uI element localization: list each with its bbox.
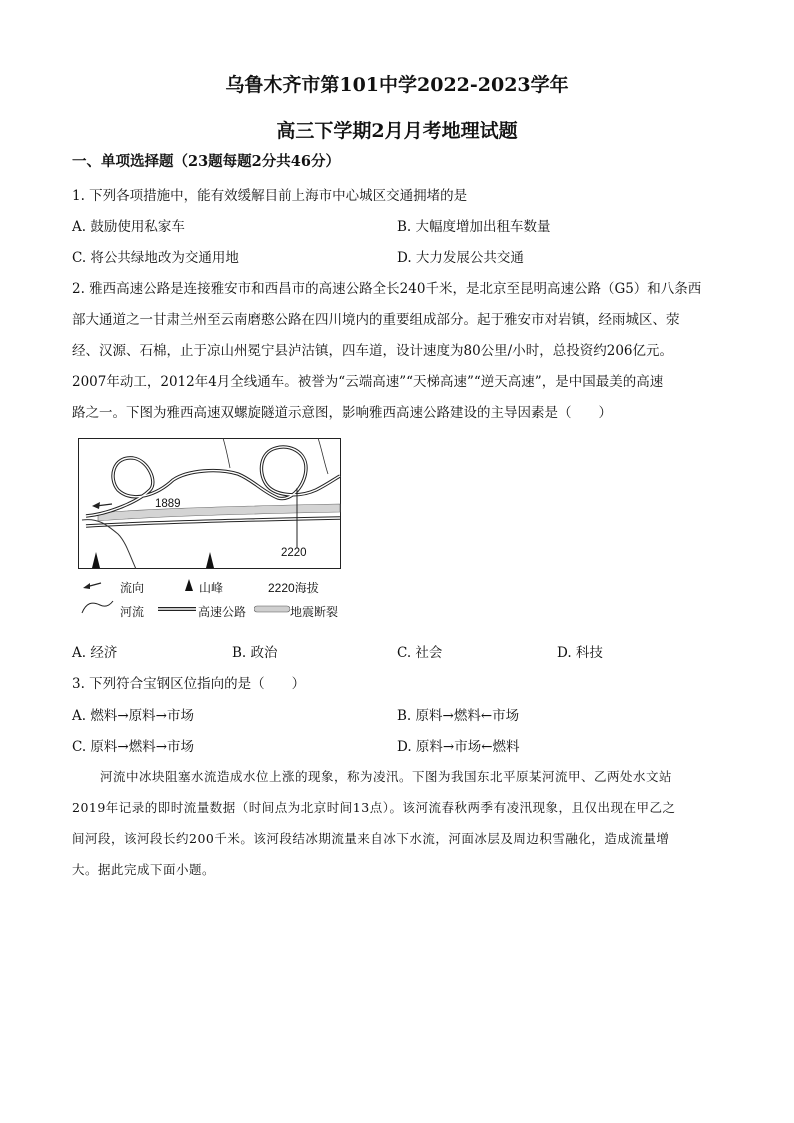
q1-option-c: C. 将公共绿地改为交通用地 bbox=[72, 250, 239, 266]
legend-fault: 地震断裂 bbox=[290, 605, 339, 619]
fault-icon bbox=[254, 605, 290, 613]
legend-highway: 高速公路 bbox=[198, 605, 247, 619]
river-icon bbox=[80, 599, 114, 615]
legend-flow: 流向 bbox=[120, 581, 145, 595]
exam-title-line1: 乌鲁木齐市第101中学2022-2023学年 bbox=[225, 74, 569, 96]
q2-line-1: 2. 雅西高速公路是连接雅安市和西昌市的高速公路全长240千米，是北京至昆明高速公路（G5）和八条西 bbox=[72, 281, 702, 297]
q3-stem: 3. 下列符合宝钢区位指向的是（ ） bbox=[72, 676, 306, 692]
q2-option-d: D. 科技 bbox=[557, 645, 603, 661]
q2-line-4: 2007年动工，2012年4月全线通车。被誉为“云端高速”“天梯高速”“逆天高速”，是中国最美的高速 bbox=[72, 374, 664, 390]
mountain-peak-icon bbox=[184, 578, 194, 592]
q3-option-d: D. 原料→市场←燃料 bbox=[397, 739, 520, 755]
q3-option-c: C. 原料→燃料→市场 bbox=[72, 739, 195, 755]
elevation-label-b: 2220 bbox=[281, 547, 307, 559]
legend-elevation: 2220海拔 bbox=[268, 581, 319, 595]
passage-line-2: 2019年记录的即时流量数据（时间点为北京时间13点）。该河流春秋两季有凌汛现象，且仅出现在甲乙之 bbox=[72, 800, 676, 815]
legend-river: 河流 bbox=[120, 605, 145, 619]
q3-option-b: B. 原料→燃料←市场 bbox=[397, 708, 520, 724]
q2-line-2: 部大通道之一甘肃兰州至云南磨憨公路在四川境内的重要组成部分。起于雅安市对岩镇，经雨城区、荥 bbox=[72, 312, 680, 328]
q1-stem: 1. 下列各项措施中，能有效缓解目前上海市中心城区交通拥堵的是 bbox=[72, 188, 468, 204]
exam-title-line2: 高三下学期2月月考地理试题 bbox=[276, 120, 518, 142]
q2-option-c: C. 社会 bbox=[397, 645, 443, 661]
q2-line-3: 经、汉源、石棉，止于凉山州冕宁县泸沽镇，四车道，设计速度为80公里/小时，总投资约206亿元。 bbox=[72, 343, 673, 359]
q1-option-b: B. 大幅度增加出租车数量 bbox=[397, 219, 551, 235]
section-heading: 一、单项选择题（23题每题2分共46分） bbox=[72, 153, 340, 170]
flow-arrow-icon bbox=[82, 579, 102, 591]
passage-line-3: 间河段，该河段长约200千米。该河段结冰期流量来自冰下水流，河面冰层及周边积雪融化，造成流量增 bbox=[72, 831, 670, 846]
passage-line-4: 大。据此完成下面小题。 bbox=[72, 862, 216, 877]
q1-option-a: A. 鼓励使用私家车 bbox=[72, 219, 185, 235]
highway-icon bbox=[158, 605, 196, 613]
q3-option-a: A. 燃料→原料→市场 bbox=[72, 708, 194, 724]
q2-line-5: 路之一。下图为雅西高速双螺旋隧道示意图，影响雅西高速公路建设的主导因素是（ ） bbox=[72, 405, 612, 421]
elevation-label-a: 1889 bbox=[155, 498, 181, 510]
q2-option-b: B. 政治 bbox=[232, 645, 278, 661]
passage-line-1: 河流中冰块阻塞水流造成水位上涨的现象，称为凌汛。下图为我国东北平原某河流甲、乙两处水文站 bbox=[100, 769, 673, 784]
figure-legend bbox=[78, 577, 378, 623]
legend-peak: 山峰 bbox=[199, 581, 224, 595]
q1-option-d: D. 大力发展公共交通 bbox=[397, 250, 524, 266]
q2-option-a: A. 经济 bbox=[72, 645, 118, 661]
